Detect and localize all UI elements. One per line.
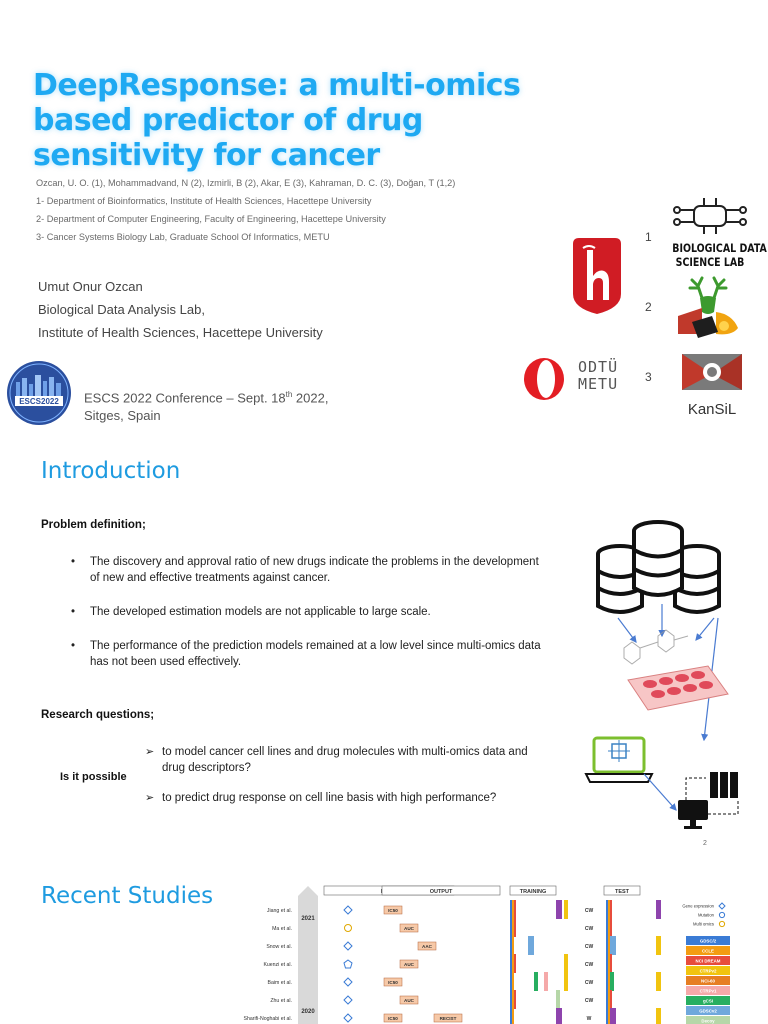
test-bar [606,900,608,919]
bdsl-line2: SCIENCE LAB [675,255,745,269]
test-bar [610,972,614,991]
timeline-bar [298,886,318,1024]
problem-list [71,554,551,688]
metu-text: METU [578,375,619,393]
test-bar [608,972,610,991]
training-bar [512,1008,514,1024]
training-bar [564,954,568,973]
introduction-heading: Introduction [41,458,181,484]
test-bar [656,936,661,955]
training-bar [510,990,512,1009]
study-author: Ma et al. [272,926,292,932]
input-symbol [344,942,352,950]
test-bar [606,954,608,973]
database-icon [598,522,719,612]
cell-plate-icon [628,666,728,710]
training-bar [512,972,514,991]
training-bar [512,936,514,955]
legend-symbol [719,921,724,926]
training-bar [514,954,516,973]
conference-line1-pre: ESCS 2022 Conference – Sept. 18 [84,390,286,406]
cv-label: W [586,1016,592,1022]
study-author: Sharifi-Noghabi et al. [243,1016,292,1022]
training-bar [512,954,514,973]
training-bar [510,900,512,919]
training-bar [514,990,516,1009]
problem-item: • The performance of the prediction models remained at a low level since multi-omics data has not been used effectively. [71,638,551,670]
legend-symbol-label: Gene expression [682,903,714,909]
conference-line1-sup: th [285,390,293,399]
legend-dataset-label: Decoy [701,1018,715,1024]
computer-icon [678,772,738,829]
cv-label: CW [584,944,594,950]
logo-number-1: 1 [645,230,652,244]
kansil-logo [676,352,748,416]
test-bar [610,936,616,955]
test-bar [656,900,661,919]
test-bar [610,918,612,937]
conference-info [84,386,328,425]
research-questions-label: Research questions; [41,709,155,721]
training-bar [556,990,560,1009]
affiliation-1: 1- Department of Bioinformatics, Institute of Health Sciences, Hacettepe University [36,196,372,206]
intro-illustration [578,518,748,832]
odtu-text: ODTÜ [578,358,619,376]
training-bar [544,972,548,991]
test-bar [606,936,608,955]
test-bar [610,990,612,1009]
kansil-text: KanSiL [687,401,737,418]
output-label: IC50 [388,1016,398,1021]
test-bar [606,1008,608,1024]
legend-dataset-label: CTRPv1 [699,988,717,994]
legend-dataset-label: GDSC/2 [699,938,717,944]
output-label: IC50 [388,908,398,913]
legend-dataset-label: GDSCv2 [699,1008,717,1014]
training-bar [510,972,512,991]
logo-number-2: 2 [645,300,652,314]
training-bar [514,900,516,919]
training-bar [510,1008,512,1024]
cv-label: CW [584,926,594,932]
bdsl-logo [664,196,767,272]
presenter-name: Umut Onur Ozcan [38,279,143,294]
input-symbol [345,925,352,932]
legend-symbol-label: Multi omics [693,921,714,927]
poster-title: DeepResponse: a multi-omics based predictor of drug sensitivity for cancer [33,68,521,173]
test-bar [608,1008,610,1024]
training-bar [528,936,534,955]
problem-item: • The discovery and approval ratio of new drugs indicate the problems in the development of new and effective treatments against cancer. [71,554,551,586]
recent-studies-table [228,880,756,1024]
training-bar [510,936,512,955]
legend-symbol [719,903,725,909]
hacettepe-logo [569,236,625,316]
input-symbol [344,906,352,914]
training-bar [564,972,568,991]
test-bar [608,918,610,937]
presenter-lab: Biological Data Analysis Lab, [38,302,205,317]
research-question-item: ➢ to model cancer cell lines and drug molecules with multi-omics data and drug descriptors? [145,744,545,776]
legend-dataset-label: CCLE [702,948,714,954]
training-bar [510,918,512,937]
training-bar [512,900,514,919]
affiliation-2: 2- Department of Computer Engineering, Faculty of Engineering, Hacettepe University [36,214,386,224]
legend-symbol-label: Mutation [697,912,714,918]
author-list: Ozcan, U. O. (1), Mohammadvand, N (2), Izmirli, B (2), Akar, E (3), Kahraman, D. C. (3), Doğan, T (1,2) [36,178,456,188]
laptop-icon [586,738,652,782]
study-author: Jiang et al. [266,908,292,914]
training-bar [510,954,512,973]
output-label: RECIST [439,1016,457,1021]
input-symbol [344,960,352,968]
table-column-label: TRAINING [519,889,547,895]
cv-label: CW [584,980,594,986]
output-label: AUC [404,926,414,931]
legend-dataset-label: CTRPv2 [699,968,717,974]
cv-label: CW [584,908,594,914]
test-bar [610,900,612,919]
legend-dataset-label: NCI-60 [701,978,715,984]
study-author: Baim et al. [267,980,292,986]
test-bar [606,918,608,937]
test-bar [610,1008,616,1024]
study-author: Zhu et al. [270,998,292,1004]
problem-item: • The developed estimation models are not applicable to large scale. [71,604,551,620]
output-label: AAC [422,944,432,949]
test-bar [656,1008,661,1024]
training-bar [512,990,514,1009]
page-number: 2 [703,840,707,847]
logo-number-3: 3 [645,370,652,384]
author-block [36,174,455,246]
conference-line1-post: 2022, [292,390,329,406]
bdsl-line1: BIOLOGICAL DATA [672,241,767,255]
cv-label: CW [584,998,594,1004]
input-symbol [344,978,352,986]
input-symbol [344,996,352,1004]
test-bar [606,972,608,991]
research-question-list [145,744,545,806]
presenter-institute: Institute of Health Sciences, Hacettepe University [38,325,323,340]
deer-logo [672,276,744,342]
test-bar [606,990,608,1009]
training-bar [556,900,562,919]
training-bar [534,972,538,991]
presenter-block [38,275,323,344]
escs-badge-text: ESCS2022 [19,397,59,406]
training-bar [512,918,514,937]
legend-symbol [719,912,724,917]
table-column-label: OUTPUT [429,889,453,895]
training-bar [514,918,516,937]
test-bar [608,954,610,973]
affiliation-3: 3- Cancer Systems Biology Lab, Graduate School Of Informatics, METU [36,232,330,242]
legend-dataset-label: NCI DREAM [695,958,721,964]
study-author: Kuenzi et al. [263,962,292,968]
recent-studies-heading: Recent Studies [41,883,214,909]
cv-label: CW [584,962,594,968]
problem-definition-label: Problem definition; [41,519,146,531]
year-label: 2021 [301,916,315,922]
test-bar [608,900,610,919]
escs-logo [6,360,72,426]
test-bar [610,954,612,973]
conference-location: Sitges, Spain [84,408,161,424]
output-label: AUC [404,998,414,1003]
table-column-label: TEST [614,889,630,895]
study-author: Snow et al. [266,944,292,950]
test-bar [608,936,610,955]
year-label: 2020 [301,1009,315,1015]
legend-dataset-label: gCSI [702,998,714,1004]
output-label: IC50 [388,980,398,985]
is-it-possible-label: Is it possible [60,771,127,783]
training-bar [564,900,568,919]
output-label: AUC [404,962,414,967]
test-bar [656,972,661,991]
research-question-item: ➢ to predict drug response on cell line basis with high performance? [145,790,545,806]
test-bar [608,990,610,1009]
training-bar [556,1008,562,1024]
odtu-logo [522,356,632,402]
input-symbol [344,1014,352,1022]
